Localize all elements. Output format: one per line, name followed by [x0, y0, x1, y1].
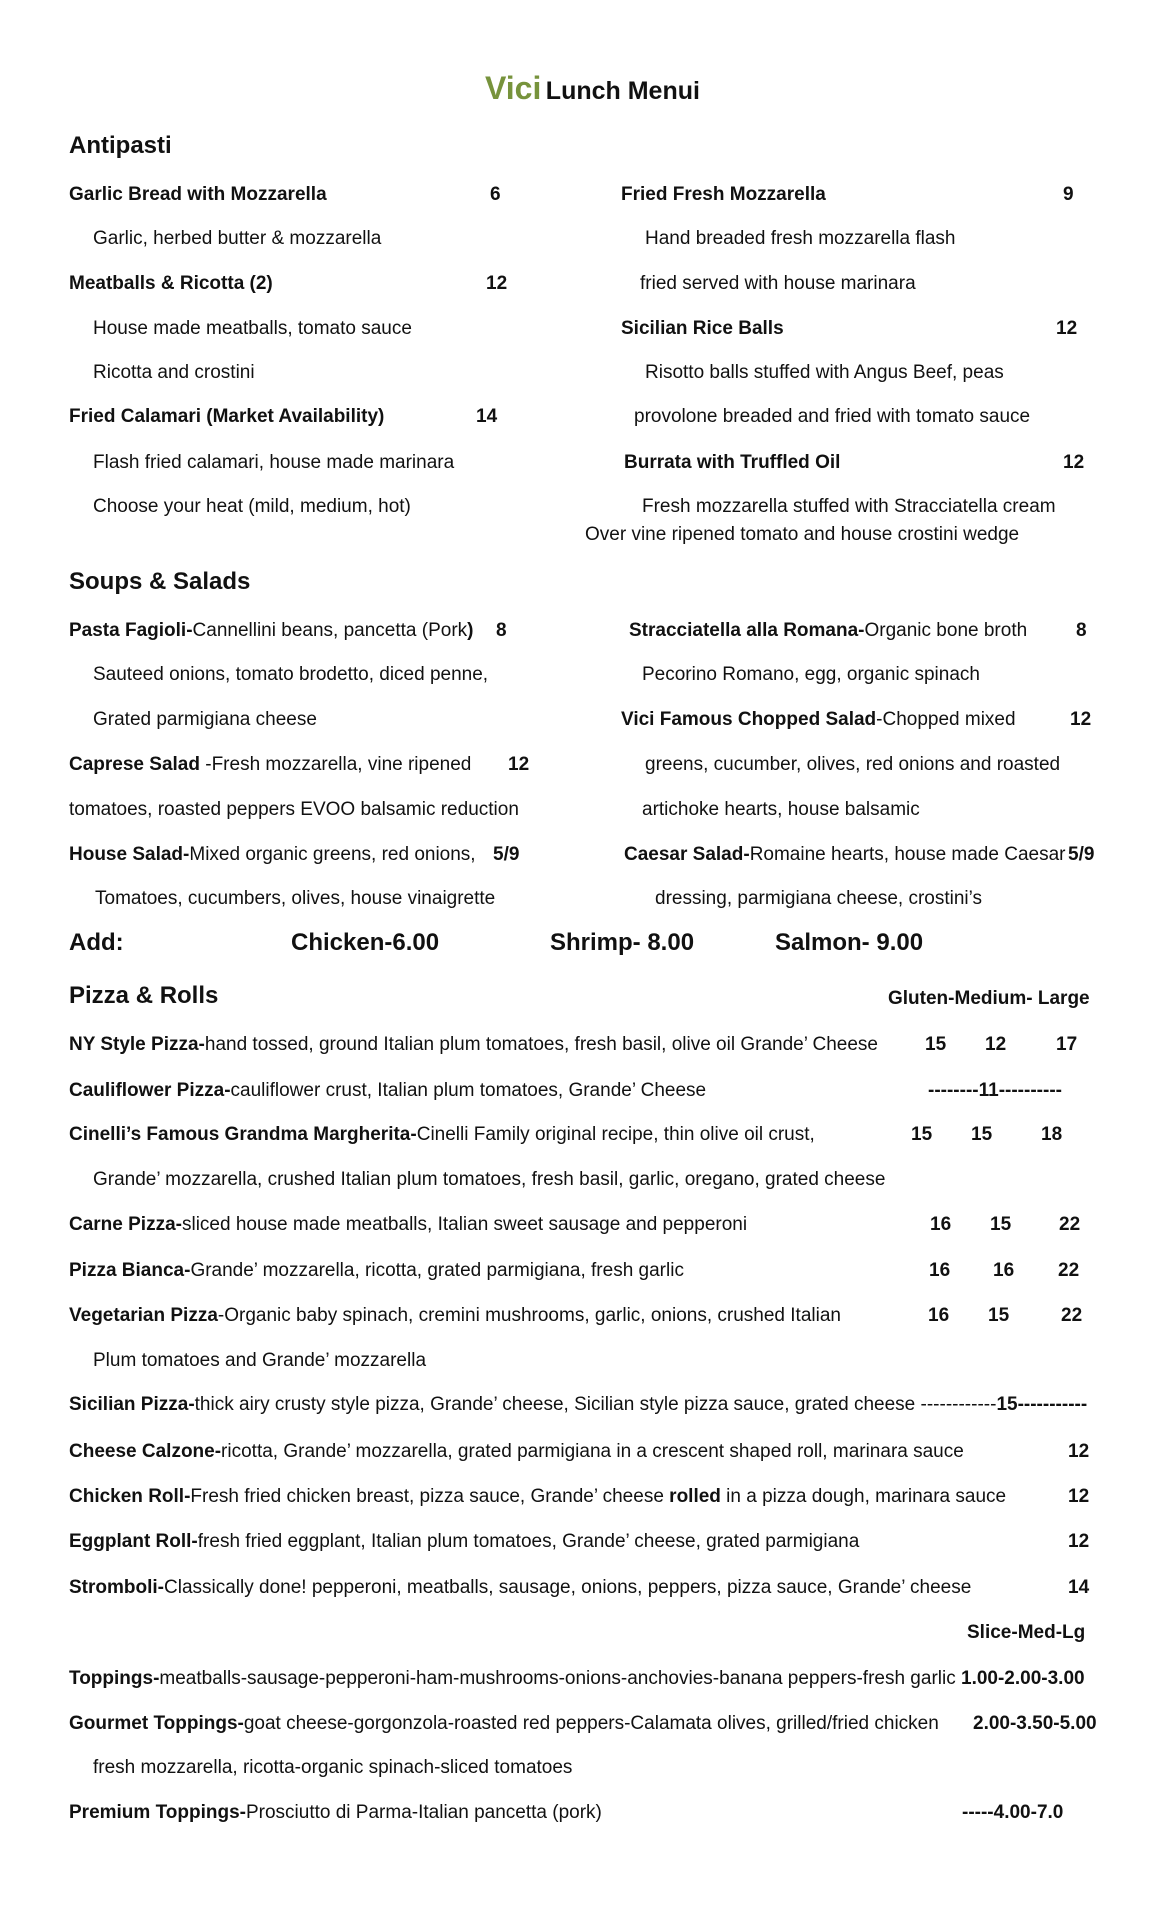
item-line: [69, 1260, 684, 1282]
item-desc: dressing, parmigiana cheese, crostini’s: [655, 888, 983, 909]
item-price: --------11----------: [928, 1080, 1062, 1101]
menu-title: [485, 70, 700, 107]
item-price: 12: [486, 273, 508, 294]
item-desc: Grande’ mozzarella, crushed Italian plum tomatoes, fresh basil, garlic, oregano, grated cheese: [93, 1169, 886, 1190]
item-name: NY Style Pizza-: [69, 1034, 205, 1055]
item-price: 12: [1063, 452, 1085, 473]
item-desc: ricotta, Grande’ mozzarella, grated parmigiana in a crescent shaped roll, marinara sauce: [221, 1441, 964, 1462]
item-line: [621, 709, 1016, 731]
item-desc: Prosciutto di Parma-Italian pancetta (pork): [245, 1802, 602, 1823]
item-price: -----4.00-7.0: [962, 1802, 1064, 1823]
item-desc: Risotto balls stuffed with Angus Beef, peas: [645, 362, 1004, 383]
price-large: 22: [1058, 1260, 1080, 1281]
item-desc: artichoke hearts, house balsamic: [642, 799, 920, 820]
item-desc: Organic bone broth: [864, 620, 1028, 641]
item-desc: Romaine hearts, house made Caesar: [749, 844, 1066, 865]
item-desc: -Chopped mixed: [876, 709, 1016, 730]
item-desc: Grande’ mozzarella, ricotta, grated parmigiana, fresh garlic: [190, 1260, 684, 1281]
item-name: Sicilian Rice Balls: [621, 318, 784, 339]
item-price: 15-----------: [996, 1394, 1088, 1415]
item-line: [624, 844, 1065, 866]
pizza-sizes-header: Gluten-Medium- Large: [888, 988, 1090, 1009]
item-desc: Garlic, herbed butter & mozzarella: [93, 228, 382, 249]
item-line: [69, 1124, 815, 1146]
menu-title-text: Lunch Menui: [545, 77, 700, 105]
item-desc: sliced house made meatballs, Italian sweet sausage and pepperoni: [181, 1214, 748, 1235]
item-line: [69, 1080, 706, 1102]
item-desc: Fresh mozzarella stuffed with Stracciatella cream: [642, 496, 1056, 517]
item-desc: cauliflower crust, Italian plum tomatoes, Grande’ Cheese: [230, 1080, 707, 1101]
item-price: 14: [476, 406, 498, 427]
item-desc: greens, cucumber, olives, red onions and roasted: [645, 754, 1061, 775]
item-desc: Pecorino Romano, egg, organic spinach: [642, 664, 980, 685]
item-desc: goat cheese-gorgonzola-roasted red peppers-Calamata olives, grilled/fried chicken: [243, 1713, 939, 1734]
price-gluten: 15: [911, 1124, 933, 1145]
item-line: [69, 1668, 1085, 1690]
item-name: Eggplant Roll-: [69, 1531, 198, 1552]
item-desc: tomatoes, roasted peppers EVOO balsamic reduction: [69, 799, 519, 820]
item-desc: Ricotta and crostini: [93, 362, 255, 383]
toppings-sizes-header: Slice-Med-Lg: [967, 1622, 1086, 1643]
item-desc: Flash fried calamari, house made marinara: [93, 452, 455, 473]
item-name: Pizza Bianca-: [69, 1260, 191, 1281]
item-desc: Grated parmigiana cheese: [93, 709, 317, 730]
item-price: 12: [1070, 709, 1092, 730]
add-label: Add:: [69, 929, 124, 956]
item-desc: -Organic baby spinach, cremini mushrooms, garlic, onions, crushed Italian: [217, 1305, 841, 1326]
price-gluten: 16: [929, 1260, 951, 1281]
brand-name: Vici: [485, 70, 542, 106]
price-gluten: 16: [930, 1214, 952, 1235]
section-heading-soups-salads: Soups & Salads: [69, 568, 251, 595]
item-line: [69, 754, 471, 776]
item-line: [69, 1486, 1006, 1508]
item-price: 12: [1056, 318, 1078, 339]
item-desc: meatballs-sausage-pepperoni-ham-mushrooms-onions-anchovies-banana peppers-fresh garlic: [159, 1668, 961, 1689]
item-price: 8: [1076, 620, 1087, 641]
section-heading-antipasti: Antipasti: [69, 132, 172, 159]
item-price: 12: [1068, 1486, 1090, 1507]
item-price: 8: [496, 620, 507, 641]
price-large: 18: [1041, 1124, 1063, 1145]
item-name: Carne Pizza-: [69, 1214, 182, 1235]
item-desc: fresh mozzarella, ricotta-organic spinach-sliced tomatoes: [93, 1757, 573, 1778]
item-price: 12: [1068, 1531, 1090, 1552]
item-price: 5/9: [1068, 844, 1095, 865]
price-gluten: 15: [925, 1034, 947, 1055]
item-price: 12: [1068, 1441, 1090, 1462]
item-name: Gourmet Toppings-: [69, 1713, 244, 1734]
item-desc: Plum tomatoes and Grande’ mozzarella: [93, 1350, 427, 1371]
price-medium: 15: [990, 1214, 1012, 1235]
item-desc: hand tossed, ground Italian plum tomatoes, fresh basil, olive oil Grande’ Cheese: [204, 1034, 879, 1055]
item-line: [69, 1034, 878, 1056]
item-desc: Tomatoes, cucumbers, olives, house vinaigrette: [95, 888, 496, 909]
item-desc: Fresh fried chicken breast, pizza sauce, Grande’ cheese: [190, 1486, 670, 1507]
price-large: 22: [1059, 1214, 1081, 1235]
price-gluten: 16: [928, 1305, 950, 1326]
price-medium: 15: [988, 1305, 1010, 1326]
item-desc: fresh fried eggplant, Italian plum tomatoes, Grande’ cheese, grated parmigiana: [197, 1531, 860, 1552]
item-name: Vici Famous Chopped Salad: [621, 709, 877, 730]
item-paren: ): [467, 620, 474, 641]
item-line: [629, 620, 1027, 642]
item-price: 6: [490, 184, 501, 205]
item-desc: in a pizza dough, marinara sauce: [720, 1486, 1007, 1507]
price-medium: 12: [985, 1034, 1007, 1055]
price-medium: 15: [971, 1124, 993, 1145]
item-desc: Choose your heat (mild, medium, hot): [93, 496, 411, 517]
item-name: Cinelli’s Famous Grandma Margherita-: [69, 1124, 417, 1145]
add-shrimp: Shrimp- 8.00: [550, 929, 695, 956]
item-line: [69, 1394, 1087, 1416]
item-line: [69, 1713, 939, 1735]
item-name: Toppings-: [69, 1668, 160, 1689]
item-name: Fried Fresh Mozzarella: [621, 184, 826, 205]
item-name: Stracciatella alla Romana-: [629, 620, 865, 641]
item-name: Cheese Calzone-: [69, 1441, 222, 1462]
item-desc: -Fresh mozzarella, vine ripened: [205, 754, 472, 775]
item-name: Burrata with Truffled Oil: [624, 452, 841, 473]
item-name: Sicilian Pizza-: [69, 1394, 195, 1415]
item-name: Caesar Salad-: [624, 844, 750, 865]
item-name: Vegetarian Pizza: [69, 1305, 218, 1326]
item-line: [69, 1577, 971, 1599]
item-name: Fried Calamari (Market Availability): [69, 406, 385, 427]
item-name: Garlic Bread with Mozzarella: [69, 184, 327, 205]
price-medium: 16: [993, 1260, 1015, 1281]
item-desc: Over vine ripened tomato and house crostini wedge: [585, 524, 1020, 545]
price-large: 22: [1061, 1305, 1083, 1326]
item-desc: Mixed organic greens, red onions,: [189, 844, 476, 865]
item-price: 2.00-3.50-5.00: [973, 1713, 1097, 1734]
item-name: Chicken Roll-: [69, 1486, 191, 1507]
item-name: Caprese Salad: [69, 754, 206, 775]
item-line: [69, 1441, 964, 1463]
item-name: Pasta Fagioli-: [69, 620, 193, 641]
section-heading-pizza-rolls: Pizza & Rolls: [69, 982, 219, 1009]
item-name: Stromboli-: [69, 1577, 164, 1598]
item-desc: Cinelli Family original recipe, thin olive oil crust,: [416, 1124, 815, 1145]
add-salmon: Salmon- 9.00: [775, 929, 924, 956]
item-desc: House made meatballs, tomato sauce: [93, 318, 412, 339]
item-desc: Cannellini beans, pancetta (Pork: [192, 620, 468, 641]
item-price: 9: [1063, 184, 1074, 205]
item-name: Cauliflower Pizza-: [69, 1080, 231, 1101]
item-desc: Classically done! pepperoni, meatballs, sausage, onions, peppers, pizza sauce, Grande’ cheese: [164, 1577, 972, 1598]
price-large: 17: [1056, 1034, 1078, 1055]
item-desc-bold: rolled: [669, 1486, 721, 1507]
item-line: [69, 620, 473, 642]
item-line: [69, 844, 476, 866]
item-desc: fried served with house marinara: [640, 273, 916, 294]
item-line: [69, 1531, 859, 1553]
item-desc: Hand breaded fresh mozzarella flash: [645, 228, 956, 249]
item-price: 5/9: [493, 844, 520, 865]
item-line: [69, 1305, 841, 1327]
item-line: [69, 1214, 747, 1236]
item-desc: thick airy crusty style pizza, Grande’ cheese, Sicilian style pizza sauce, grated cheese ------------: [194, 1394, 997, 1415]
item-name: Meatballs & Ricotta (2): [69, 273, 273, 294]
item-price: 12: [508, 754, 530, 775]
item-desc: provolone breaded and fried with tomato sauce: [634, 406, 1031, 427]
item-line: [69, 1802, 602, 1824]
item-price: 14: [1068, 1577, 1090, 1598]
item-price: 1.00-2.00-3.00: [961, 1668, 1085, 1689]
item-desc: Sauteed onions, tomato brodetto, diced penne,: [93, 664, 489, 685]
item-name: House Salad-: [69, 844, 190, 865]
add-chicken: Chicken-6.00: [291, 929, 440, 956]
item-name: Premium Toppings-: [69, 1802, 246, 1823]
